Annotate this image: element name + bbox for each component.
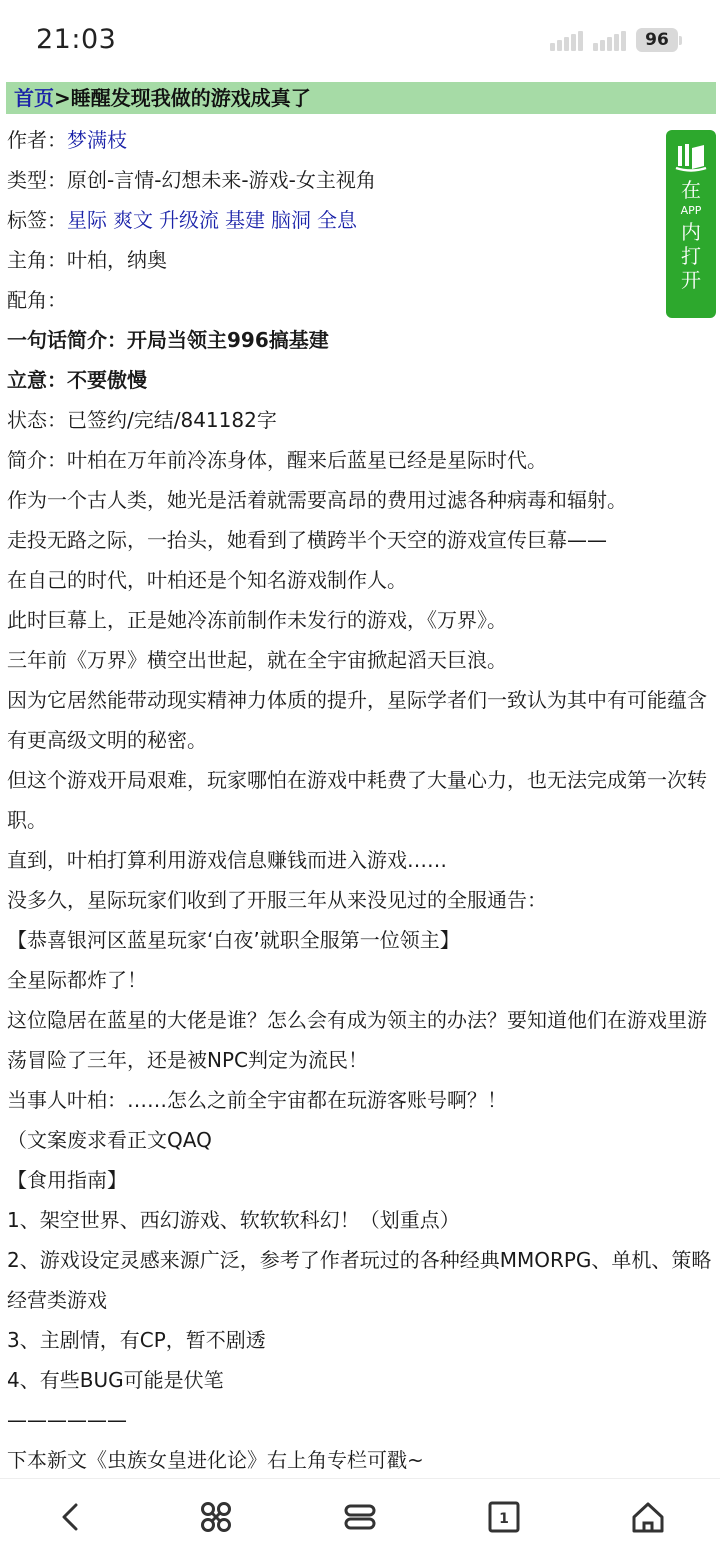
app-btn-text: 打 bbox=[681, 244, 701, 268]
menu-icon bbox=[342, 1499, 378, 1535]
intro-line: 没多久，星际玩家们收到了开服三年从来没见过的全服通告： bbox=[7, 888, 547, 912]
intro-line: 三年前《万界》横空出世起，就在全宇宙掀起滔天巨浪。 bbox=[7, 648, 507, 672]
status-bar bbox=[0, 0, 720, 80]
open-in-app-button[interactable] bbox=[666, 130, 716, 318]
intro-line: 【恭喜银河区蓝星玩家‘白夜’就职全服第一位领主】 bbox=[7, 928, 460, 952]
apps-icon bbox=[198, 1499, 234, 1535]
tag-link[interactable]: 基建 bbox=[225, 208, 265, 232]
supporting-row bbox=[7, 280, 715, 320]
back-button[interactable] bbox=[52, 1497, 92, 1537]
intro-line: 这位隐居在蓝星的大佬是谁？怎么会有成为领主的办法？要知道他们在游戏里游荡冒险了三年，还是被NPC判定为流民！ bbox=[7, 1008, 707, 1072]
theme: 立意：不要傲慢 bbox=[7, 368, 147, 392]
genre-row bbox=[7, 160, 715, 200]
signal-icon-2 bbox=[593, 29, 626, 51]
intro-line: 【食用指南】 bbox=[7, 1168, 127, 1192]
intro-line: 直到，叶柏打算利用游戏信息赚钱而进入游戏…… bbox=[7, 848, 447, 872]
divider-line: —————— bbox=[7, 1408, 127, 1432]
battery-icon bbox=[636, 28, 682, 52]
intro-line: 当事人叶柏：……怎么之前全宇宙都在玩游客账号啊？！ bbox=[7, 1088, 507, 1112]
intro-line: 因为它居然能带动现实精神力体质的提升，星际学者们一致认为其中有可能蕴含有更高级文明的秘密。 bbox=[7, 688, 707, 752]
tabs-button[interactable] bbox=[484, 1497, 524, 1537]
battery-level: 96 bbox=[636, 28, 678, 52]
intro-line: 1、架空世界、西幻游戏、软软软科幻！（划重点） bbox=[7, 1208, 460, 1232]
intro-line: 但这个游戏开局艰难，玩家哪怕在游戏中耗费了大量心力，也无法完成第一次转职。 bbox=[7, 768, 707, 832]
intro-line: 在自己的时代，叶柏还是个知名游戏制作人。 bbox=[7, 568, 407, 592]
back-icon bbox=[54, 1499, 90, 1535]
intro-line: 全星际都炸了！ bbox=[7, 968, 147, 992]
intro-line: 走投无路之际，一抬头，她看到了横跨半个天空的游戏宣传巨幕—— bbox=[7, 528, 607, 552]
intro-line: 下本新文《虫族女皇进化论》右上角专栏可戳~ bbox=[7, 1448, 424, 1472]
intro-line: 简介：叶柏在万年前冷冻身体，醒来后蓝星已经是星际时代。 bbox=[7, 448, 547, 472]
intro-line: 作为一个古人类，她光是活着就需要高昂的费用过滤各种病毒和辐射。 bbox=[7, 488, 627, 512]
tag-link[interactable]: 爽文 bbox=[113, 208, 153, 232]
intro-line: （文案废求看正文QAQ bbox=[7, 1128, 212, 1152]
menu-button[interactable] bbox=[340, 1497, 380, 1537]
app-btn-text: 内 bbox=[681, 220, 701, 244]
tags-row bbox=[7, 200, 715, 240]
book-info bbox=[7, 120, 715, 1480]
supporting-label: 配角： bbox=[7, 288, 67, 312]
tab-count: 1 bbox=[499, 1511, 509, 1527]
genre-label: 类型： bbox=[7, 168, 67, 192]
intro-line: 3、主剧情，有CP，暂不剧透 bbox=[7, 1328, 266, 1352]
protagonist-value: 叶柏，纳奥 bbox=[67, 248, 167, 272]
genre-value: 原创-言情-幻想未来-游戏-女主视角 bbox=[67, 168, 376, 192]
tags-label: 标签： bbox=[7, 208, 67, 232]
tag-link[interactable]: 全息 bbox=[317, 208, 357, 232]
protagonist-row bbox=[7, 240, 715, 280]
bottom-navigation bbox=[0, 1478, 720, 1555]
app-btn-text: 在 bbox=[681, 178, 701, 202]
author-row bbox=[7, 120, 715, 160]
home-button[interactable] bbox=[628, 1497, 668, 1537]
breadcrumb bbox=[6, 82, 716, 114]
intro-line: 4、有些BUG可能是伏笔 bbox=[7, 1368, 224, 1392]
author-label: 作者： bbox=[7, 128, 67, 152]
book-title: 睡醒发现我做的游戏成真了 bbox=[70, 86, 311, 110]
status-value: 已签约/完结/841182字 bbox=[67, 408, 277, 432]
intro-line: 此时巨幕上，正是她冷冻前制作未发行的游戏，《万界》。 bbox=[7, 608, 507, 632]
breadcrumb-home-link[interactable]: 首页 bbox=[14, 86, 54, 110]
author-link[interactable]: 梦满枝 bbox=[67, 128, 127, 152]
breadcrumb-separator: > bbox=[54, 86, 71, 110]
app-btn-text: 开 bbox=[681, 268, 701, 292]
status-time: 21:03 bbox=[36, 24, 117, 55]
app-book-icon bbox=[674, 140, 708, 174]
intro-line: 2、游戏设定灵感来源广泛，参考了作者玩过的各种经典MMORPG、单机、策略经营类游戏 bbox=[7, 1248, 712, 1312]
tag-link[interactable]: 脑洞 bbox=[271, 208, 311, 232]
status-label: 状态： bbox=[7, 408, 67, 432]
tabs-icon bbox=[486, 1499, 522, 1535]
oneline-summary: 一句话简介：开局当领主996搞基建 bbox=[7, 328, 329, 352]
protagonist-label: 主角： bbox=[7, 248, 67, 272]
apps-button[interactable] bbox=[196, 1497, 236, 1537]
status-icons bbox=[550, 28, 682, 52]
status-row bbox=[7, 400, 715, 440]
app-btn-text: APP bbox=[680, 204, 702, 217]
signal-icon bbox=[550, 29, 583, 51]
home-icon bbox=[630, 1499, 666, 1535]
tag-link[interactable]: 星际 bbox=[67, 208, 107, 232]
tag-link[interactable]: 升级流 bbox=[159, 208, 219, 232]
